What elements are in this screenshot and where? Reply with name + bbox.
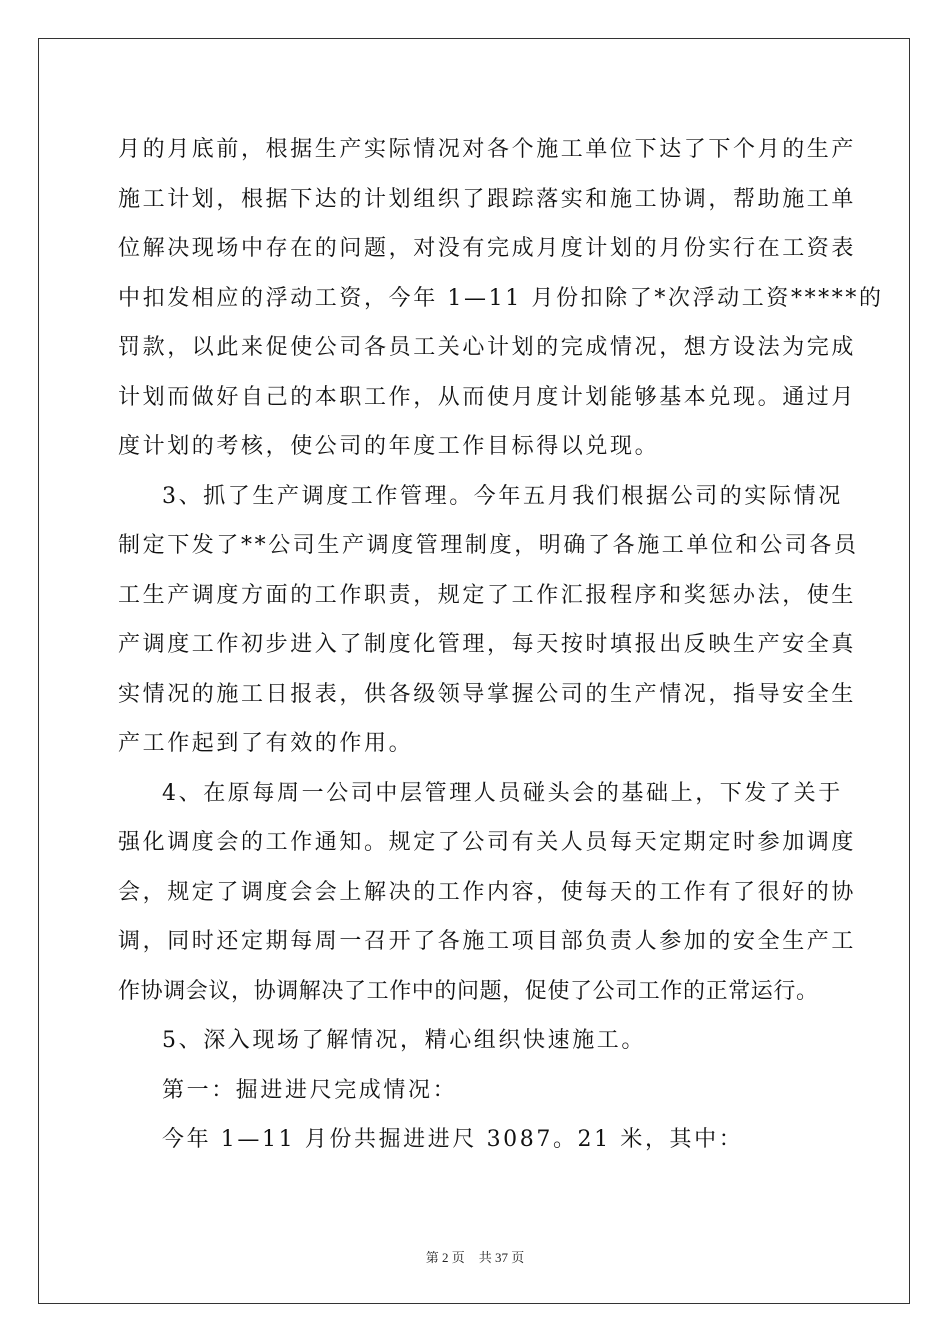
text-line: 强化调度会的工作通知。规定了公司有关人员每天定期定时参加调度 [118, 830, 857, 855]
text-line: 中扣发相应的浮动工资，今年 1—11 月份扣除了*次浮动工资*****的 [118, 285, 884, 311]
paragraph-start-line: 3、抓了生产调度工作管理。今年五月我们根据公司的实际情况 [162, 483, 843, 509]
text-line: 施工计划，根据下达的计划组织了跟踪落实和施工协调，帮助施工单 [118, 186, 857, 212]
text-line: 作协调会议，协调解决了工作中的问题，促使了公司工作的正常运行。 [118, 978, 819, 1004]
page-number: 第 2 页 [425, 1250, 465, 1265]
page-total: 共 37 页 [478, 1250, 525, 1265]
text-line: 实情况的施工日报表，供各级领导掌握公司的生产情况，指导安全生 [118, 681, 857, 707]
text-line: 度计划的考核，使公司的年度工作目标得以兑现。 [118, 434, 660, 459]
paragraph-start-line: 今年 1—11 月份共掘进进尺 3087。21 米，其中： [162, 1127, 744, 1152]
paragraph-start-line: 5、深入现场了解情况，精心组织快速施工。 [162, 1028, 646, 1053]
paragraph-start-line: 4、在原每周一公司中层管理人员碰头会的基础上，下发了关于 [162, 780, 843, 806]
text-line: 位解决现场中存在的问题，对没有完成月度计划的月份实行在工资表 [118, 236, 857, 261]
text-line: 工生产调度方面的工作职责，规定了工作汇报程序和奖惩办法，使生 [118, 582, 857, 608]
text-line: 会，规定了调度会会上解决的工作内容，使每天的工作有了很好的协 [118, 879, 857, 905]
paragraph-start-line: 第一：掘进进尺完成情况： [162, 1077, 458, 1103]
text-line: 制定下发了**公司生产调度管理制度，明确了各施工单位和公司各员 [118, 533, 859, 558]
text-line: 月的月底前，根据生产实际情况对各个施工单位下达了下个月的生产 [118, 137, 857, 162]
text-line: 计划而做好自己的本职工作，从而使月度计划能够基本兑现。通过月 [118, 384, 857, 410]
text-line: 产调度工作初步进入了制度化管理，每天按时填报出反映生产安全真 [118, 632, 857, 657]
document-body [118, 125, 884, 1165]
text-line: 产工作起到了有效的作用。 [118, 731, 414, 756]
text-line: 罚款，以此来促使公司各员工关心计划的完成情况，想方设法为完成 [118, 335, 857, 360]
page-footer [0, 1247, 950, 1266]
text-line: 调，同时还定期每周一召开了各施工项目部负责人参加的安全生产工 [118, 929, 857, 954]
